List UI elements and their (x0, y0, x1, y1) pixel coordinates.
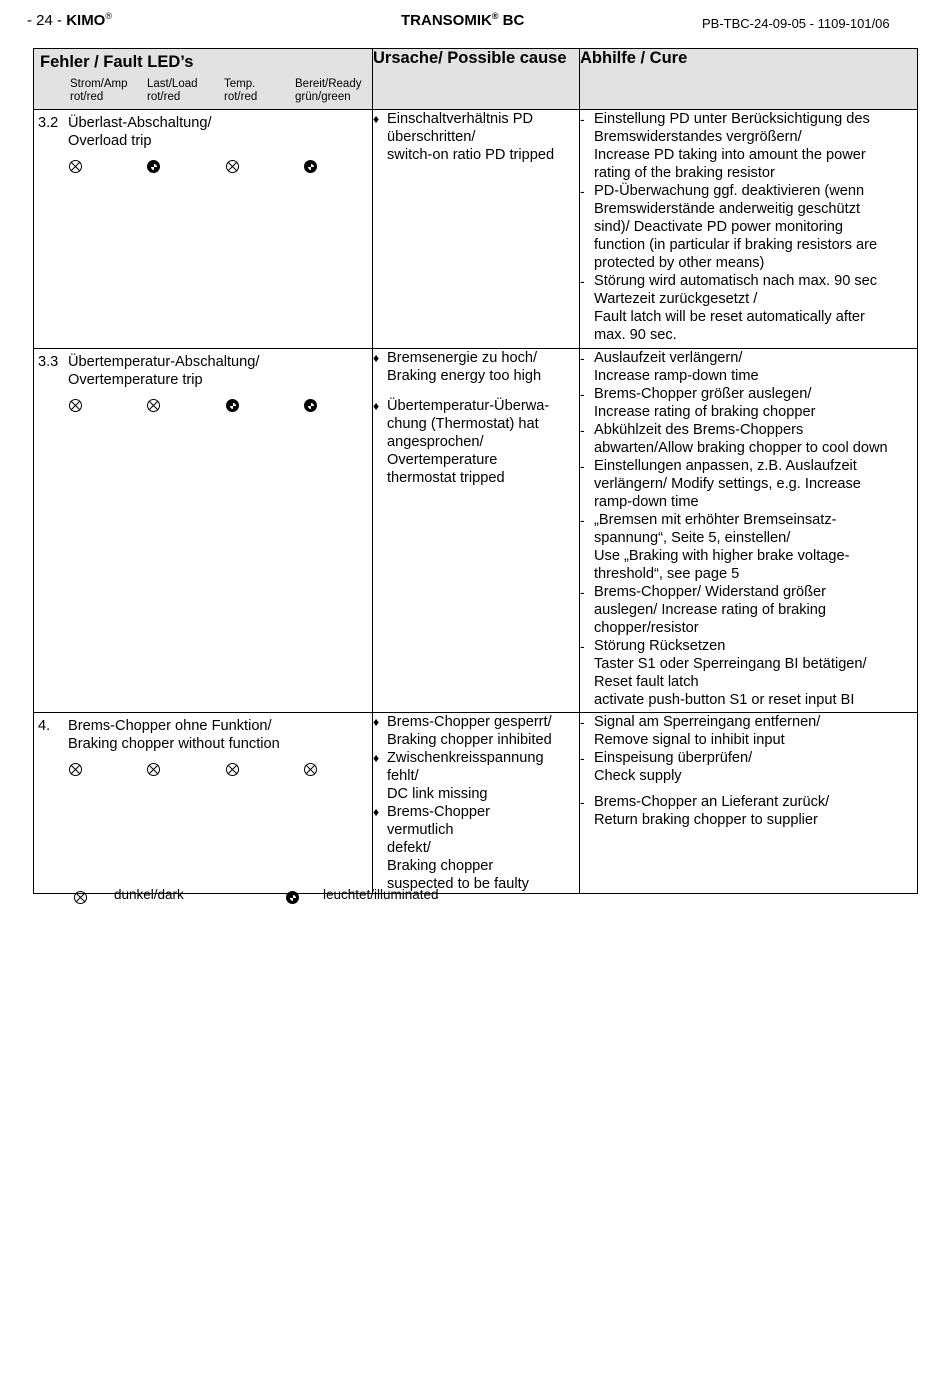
led-dark-icon (69, 160, 82, 173)
cure-item (580, 511, 917, 583)
led-column-header (224, 78, 257, 104)
fault-title-line: Brems-Chopper ohne Funktion/ (68, 718, 272, 734)
cause-cell (373, 110, 580, 349)
cure-line: Use „Braking with higher brake voltage- (594, 548, 850, 564)
cure-line: threshold“, see page 5 (594, 566, 740, 582)
cure-line: Störung wird automatisch nach max. 90 sec (594, 273, 878, 289)
table-row (34, 110, 918, 349)
legend-lit-label: leuchtet/illuminated (323, 887, 439, 902)
dash-bullet-icon: - (580, 794, 585, 810)
fault-number: 4. (38, 718, 51, 734)
fault-title-line: Braking chopper without function (68, 736, 280, 752)
diamond-bullet-icon: ♦ (373, 399, 380, 413)
led-column-name: Last/Load (147, 78, 198, 90)
cause-item (373, 713, 579, 749)
diamond-bullet-icon: ♦ (373, 112, 380, 126)
cure-line: ramp-down time (594, 494, 699, 510)
legend-dark-label: dunkel/dark (114, 887, 184, 902)
cure-item (580, 637, 917, 709)
dash-bullet-icon: - (580, 350, 585, 366)
cause-header: Ursache/ Possible cause (373, 49, 580, 110)
cause-line: Brems-Chopper (387, 804, 491, 820)
registered-mark: ® (105, 11, 112, 21)
cure-item (580, 110, 917, 182)
led-lit-icon (304, 399, 317, 412)
cause-item (373, 749, 579, 803)
led-dark-icon (69, 763, 82, 776)
cure-cell (580, 110, 918, 349)
cause-line: Zwischenkreisspannung (387, 750, 544, 766)
led-column-name: Temp. (224, 78, 256, 90)
led-dark-icon (74, 891, 87, 904)
fault-number: 3.2 (38, 115, 59, 131)
cure-line: spannung“, Seite 5, einstellen/ (594, 530, 791, 546)
product-title (401, 11, 524, 29)
cure-line: Wartezeit zurückgesetzt / (594, 291, 758, 307)
cure-item (580, 457, 917, 511)
fault-number: 3.3 (38, 354, 59, 370)
diamond-bullet-icon: ♦ (373, 805, 380, 819)
cure-line: chopper/resistor (594, 620, 699, 636)
cure-cell (580, 713, 918, 894)
cure-item (580, 272, 917, 344)
cure-line: Einspeisung überprüfen/ (594, 750, 753, 766)
cure-header: Abhilfe / Cure (580, 49, 918, 110)
led-lit-icon (304, 160, 317, 173)
cause-line: überschritten/ (387, 129, 476, 145)
document-code: PB-TBC-24-09-05 - 1109-101/06 (702, 16, 890, 31)
fault-title-line: Übertemperatur-Abschaltung/ (68, 354, 260, 370)
dash-bullet-icon: - (580, 714, 585, 730)
cure-item (580, 385, 917, 421)
dash-bullet-icon: - (580, 750, 585, 766)
cause-item (373, 397, 579, 487)
cause-line: Bremsenergie zu hoch/ (387, 350, 538, 366)
cure-line: Reset fault latch (594, 674, 699, 690)
cure-cell (580, 349, 918, 713)
cure-line: Störung Rücksetzen (594, 638, 726, 654)
cause-line: thermostat tripped (387, 470, 505, 486)
table-header-row (34, 49, 918, 110)
cure-line: Brems-Chopper größer auslegen/ (594, 386, 812, 402)
led-column-color: rot/red (70, 91, 104, 103)
cause-item (373, 803, 579, 893)
led-dark-icon (226, 763, 239, 776)
cure-line: Auslaufzeit verlängern/ (594, 350, 743, 366)
cure-line: Bremswiderstandes vergrößern/ (594, 129, 802, 145)
fault-cell (34, 349, 373, 713)
led-column-color: grün/green (295, 91, 351, 103)
cure-line: Fault latch will be reset automatically after (594, 309, 865, 325)
led-lit-icon (226, 399, 239, 412)
fault-title (68, 717, 280, 753)
cause-line: suspected to be faulty (387, 876, 529, 892)
diamond-bullet-icon: ♦ (373, 351, 380, 365)
led-column-color: rot/red (147, 91, 181, 103)
led-dark-icon (147, 399, 160, 412)
cure-item (580, 583, 917, 637)
dash-bullet-icon: - (580, 183, 585, 199)
product-suffix: BC (498, 12, 525, 29)
cause-line: angesprochen/ (387, 434, 484, 450)
cure-line: Return braking chopper to supplier (594, 812, 818, 828)
dash-bullet-icon: - (580, 422, 585, 438)
registered-mark: ® (491, 11, 499, 21)
led-dark-icon (69, 399, 82, 412)
cure-line: Brems-Chopper an Lieferant zurück/ (594, 794, 830, 810)
led-dark-icon (226, 160, 239, 173)
led-column-name: Bereit/Ready (295, 78, 362, 90)
cure-line: Brems-Chopper/ Widerstand größer (594, 584, 826, 600)
led-column-name: Strom/Amp (70, 78, 128, 90)
cure-line: PD-Überwachung ggf. deaktivieren (wenn (594, 183, 865, 199)
cause-line: Braking chopper inhibited (387, 732, 552, 748)
led-column-header (147, 78, 198, 104)
cure-line: sind)/ Deactivate PD power monitoring (594, 219, 844, 235)
cure-line: Bremswiderstände anderweitig geschützt (594, 201, 861, 217)
cause-cell (373, 349, 580, 713)
dash-bullet-icon: - (580, 638, 585, 654)
cause-line: vermutlich (387, 822, 454, 838)
cure-line: Increase rating of braking chopper (594, 404, 816, 420)
cause-line: fehlt/ (387, 768, 419, 784)
led-column-header (295, 78, 361, 104)
cure-line: max. 90 sec. (594, 327, 677, 343)
cure-line: Increase PD taking into amount the power (594, 147, 866, 163)
page-number-brand (27, 11, 112, 29)
dash-bullet-icon: - (580, 584, 585, 600)
cure-line: auslegen/ Increase rating of braking (594, 602, 827, 618)
cure-item (580, 793, 917, 829)
cure-item (580, 182, 917, 272)
fault-title (68, 114, 212, 150)
cure-line: Einstellungen anpassen, z.B. Auslaufzeit (594, 458, 857, 474)
diamond-bullet-icon: ♦ (373, 751, 380, 765)
fault-title-line: Überlast-Abschaltung/ (68, 115, 212, 131)
cure-item (580, 713, 917, 749)
page-number: - 24 - (27, 12, 67, 29)
fault-title-line: Overtemperature trip (68, 372, 203, 388)
led-dark-icon (147, 763, 160, 776)
fault-cell (34, 713, 373, 894)
cause-line: Braking energy too high (387, 368, 542, 384)
cause-line: Einschaltverhältnis PD (387, 111, 534, 127)
table-row (34, 713, 918, 894)
led-lit-icon (286, 891, 299, 904)
dash-bullet-icon: - (580, 273, 585, 289)
dash-bullet-icon: - (580, 512, 585, 528)
cause-line: Braking chopper (387, 858, 494, 874)
cure-item (580, 749, 917, 785)
fault-header: Fehler / Fault LED’s (40, 53, 194, 71)
cause-line: defekt/ (387, 840, 431, 856)
cause-line: Overtemperature (387, 452, 498, 468)
cure-line: abwarten/Allow braking chopper to cool down (594, 440, 888, 456)
dash-bullet-icon: - (580, 111, 585, 127)
led-column-header (70, 78, 128, 104)
cure-line: Einstellung PD unter Berücksichtigung des (594, 111, 870, 127)
table-row (34, 349, 918, 713)
cause-item (373, 110, 579, 164)
fault-title-line: Overload trip (68, 133, 152, 149)
product-name: TRANSOMIK (401, 12, 492, 29)
dash-bullet-icon: - (580, 458, 585, 474)
cause-line: Brems-Chopper gesperrt/ (387, 714, 552, 730)
cure-line: Check supply (594, 768, 682, 784)
cause-line: Übertemperatur-Überwa- (387, 398, 550, 414)
cause-line: chung (Thermostat) hat (387, 416, 539, 432)
cure-line: Remove signal to inhibit input (594, 732, 785, 748)
led-lit-icon (147, 160, 160, 173)
cure-line: activate push-button S1 or reset input BI (594, 692, 855, 708)
fault-header-cell (34, 49, 373, 110)
cure-line: Increase ramp-down time (594, 368, 759, 384)
cure-line: rating of the braking resistor (594, 165, 775, 181)
diamond-bullet-icon: ♦ (373, 715, 380, 729)
fault-table (33, 48, 918, 894)
cause-cell (373, 713, 580, 894)
cure-line: Signal am Sperreingang entfernen/ (594, 714, 821, 730)
fault-cell (34, 110, 373, 349)
led-dark-icon (304, 763, 317, 776)
dash-bullet-icon: - (580, 386, 585, 402)
cure-line: Abkühlzeit des Brems-Choppers (594, 422, 804, 438)
cure-item (580, 421, 917, 457)
fault-title (68, 353, 259, 389)
cure-line: protected by other means) (594, 255, 765, 271)
cure-line: „Bremsen mit erhöhter Bremseinsatz- (594, 512, 837, 528)
cause-line: switch-on ratio PD tripped (387, 147, 555, 163)
cause-line: DC link missing (387, 786, 488, 802)
brand-kimo: KIMO (66, 12, 106, 29)
led-column-color: rot/red (224, 91, 258, 103)
cure-line: verlängern/ Modify settings, e.g. Increase (594, 476, 861, 492)
cause-item (373, 349, 579, 385)
cure-line: function (in particular if braking resistors are (594, 237, 878, 253)
cure-item (580, 349, 917, 385)
cure-line: Taster S1 oder Sperreingang BI betätigen/ (594, 656, 867, 672)
